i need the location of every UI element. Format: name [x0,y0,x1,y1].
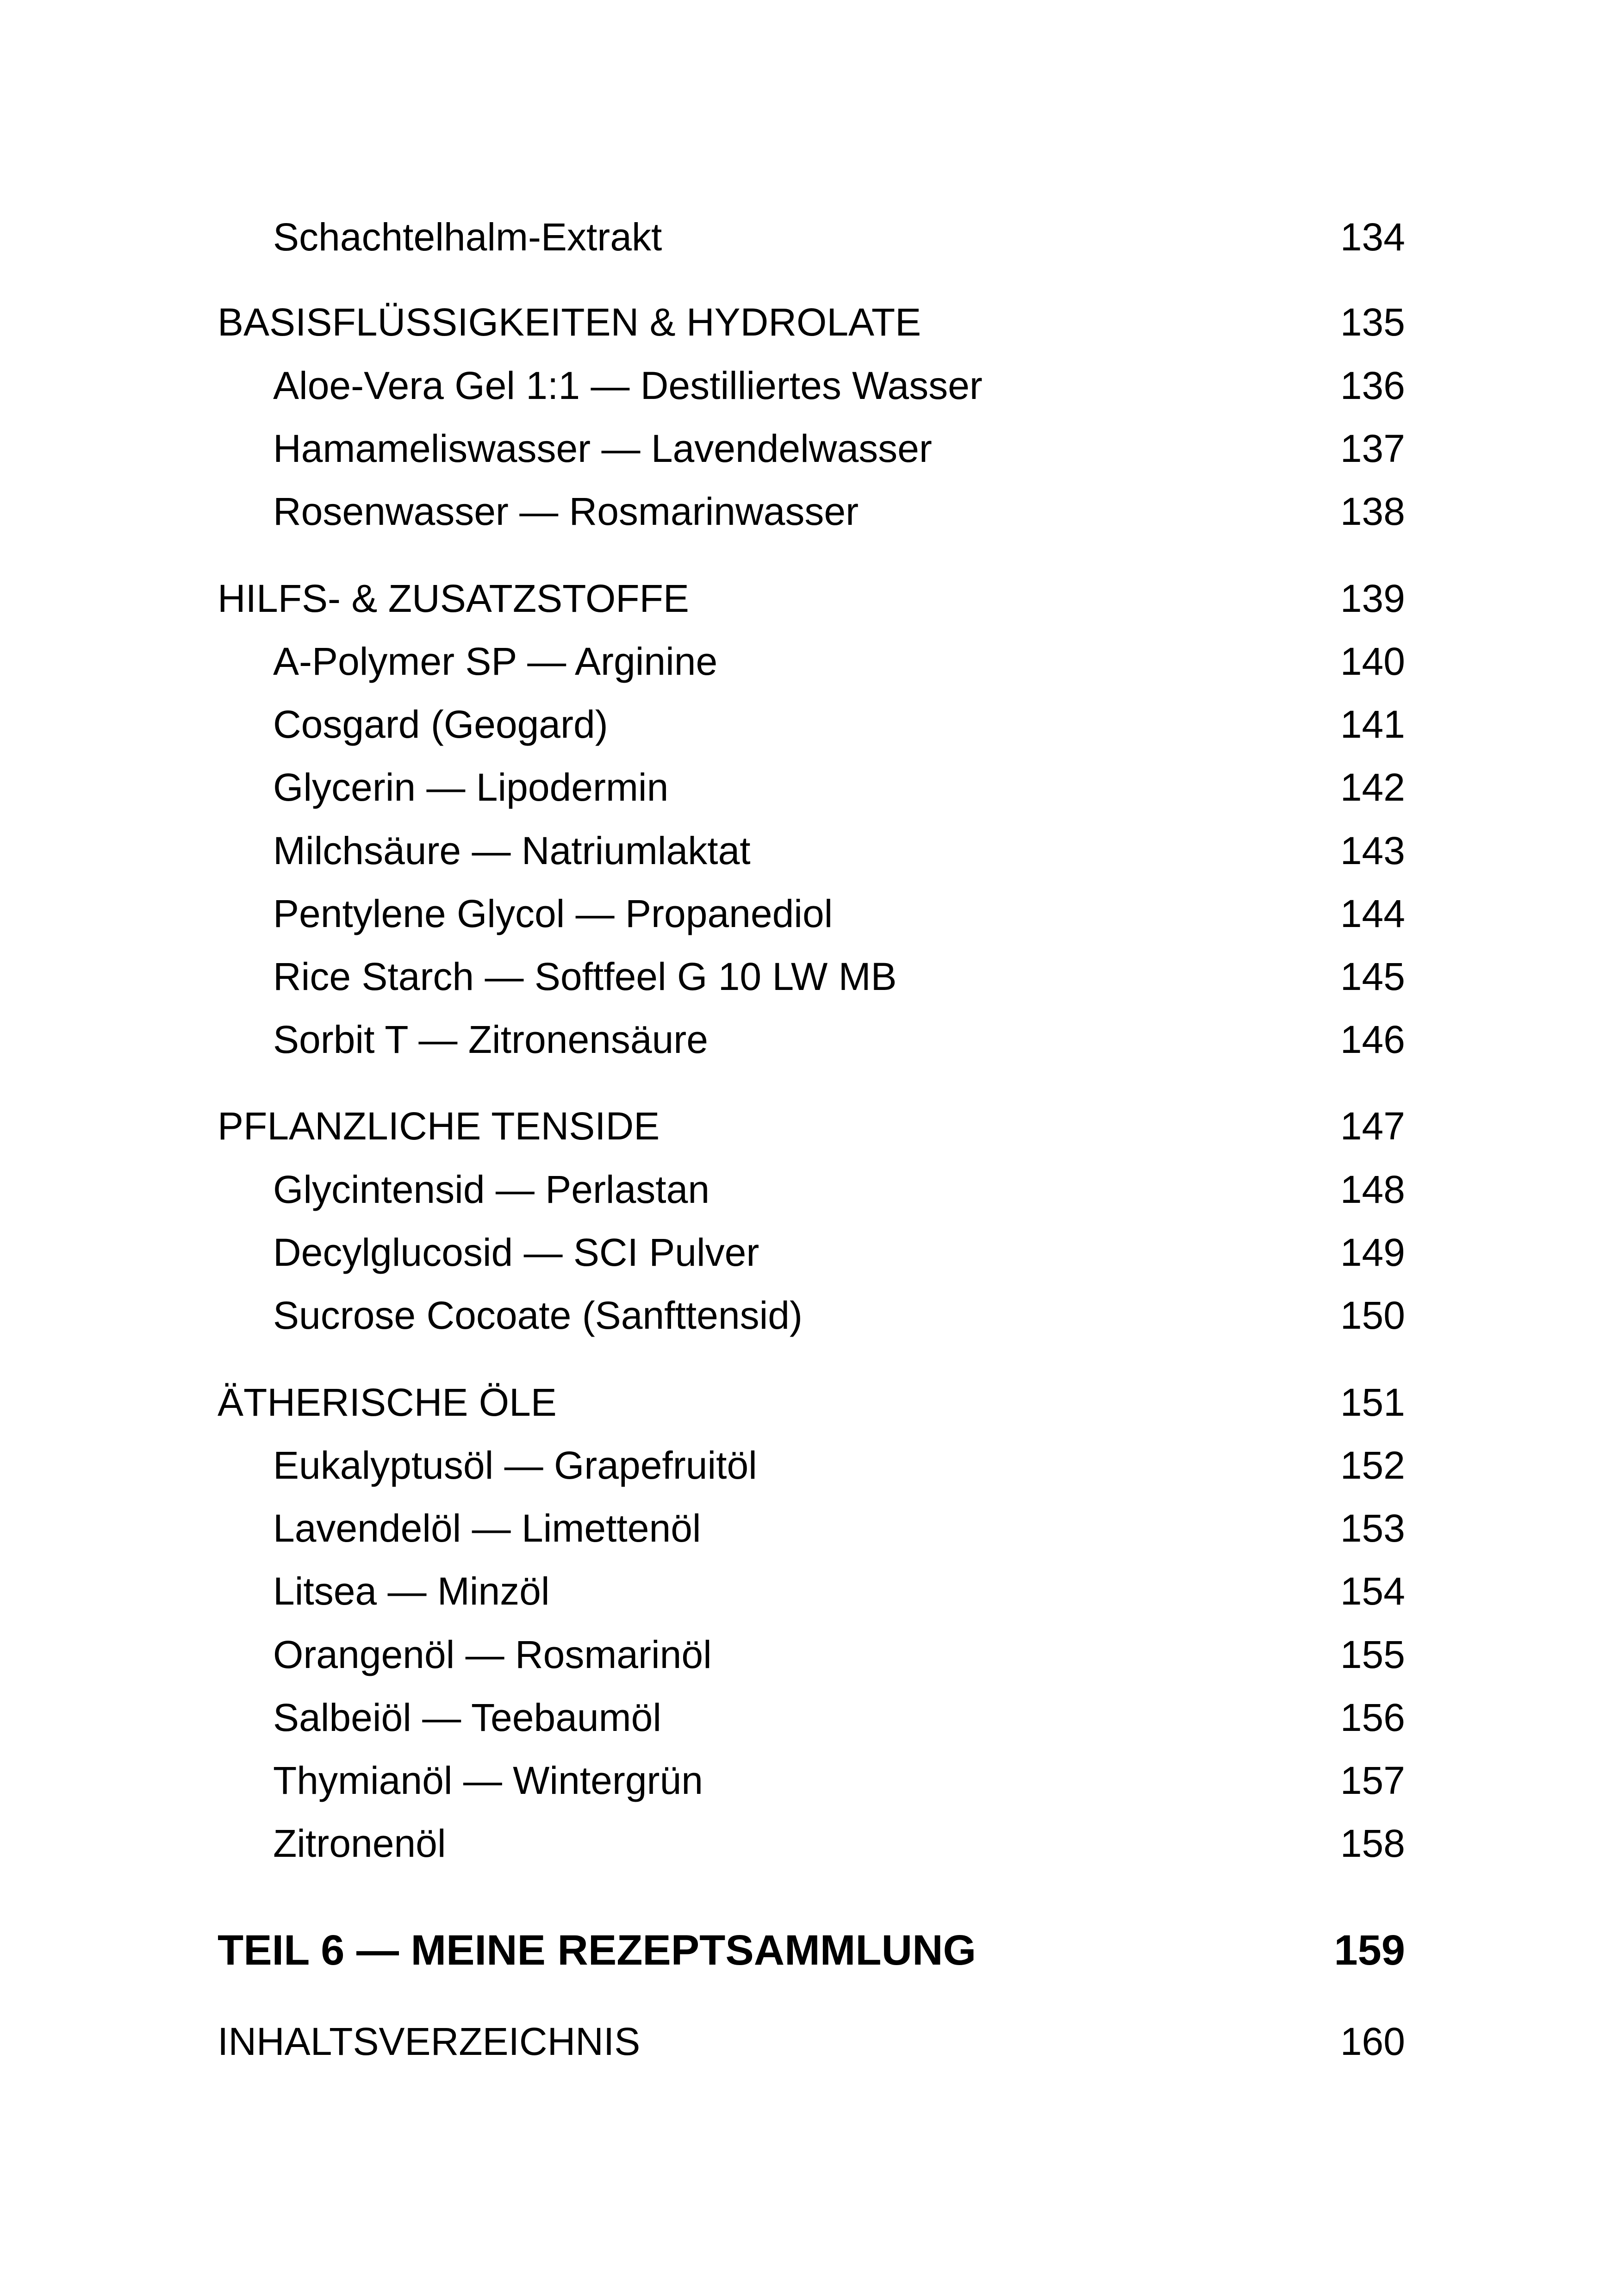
toc-entry-page: 155 [1340,1633,1405,1676]
toc-entry [218,1020,1405,1059]
toc-entry-page: 152 [1340,1444,1405,1487]
toc-section-title: ÄTHERISCHE ÖLE [218,1381,557,1424]
toc-entry-title: Aloe-Vera Gel 1:1 — Destilliertes Wasser [273,364,983,407]
toc-entry [218,1761,1405,1800]
toc-entry-title: Zitronenöl [273,1822,446,1865]
toc-entry-page: 148 [1340,1168,1405,1211]
toc-entry-page: 158 [1340,1822,1405,1865]
toc-entry-title: Decylglucosid — SCI Pulver [273,1231,759,1274]
toc-entry [218,642,1405,681]
toc-section [218,300,1405,344]
toc-entry-title: Sorbit T — Zitronensäure [273,1018,708,1061]
toc-entry [218,1296,1405,1335]
toc-entry-page: 137 [1340,427,1405,470]
toc-entry-page: 149 [1340,1231,1405,1274]
toc-entry-title: A-Polymer SP — Arginine [273,640,718,683]
toc-entry [218,1170,1405,1209]
toc-entry [218,1446,1405,1485]
toc-entry-page: 156 [1340,1696,1405,1739]
toc-entry-page: 141 [1340,703,1405,746]
toc-entry [218,1233,1405,1272]
toc-entry [218,1569,1405,1613]
toc-section-title: HILFS- & ZUSATZSTOFFE [218,577,689,620]
toc-section-page: 160 [1340,2020,1405,2063]
toc-entry [218,765,1405,809]
toc-entry-title: Cosgard (Geogard) [273,703,608,746]
toc-entry [218,894,1405,933]
toc-entry-page: 136 [1340,364,1405,407]
toc-entry-page: 157 [1340,1759,1405,1802]
toc-section-title: INHALTSVERZEICHNIS [218,2020,641,2063]
toc-entry-title: Lavendelöl — Limettenöl [273,1506,701,1550]
toc-part-page: 159 [1334,1927,1405,1974]
toc-section [218,2022,1405,2061]
toc-entry [218,366,1405,405]
toc-part-heading [218,1929,1405,1972]
toc-entry-title: Sucrose Cocoate (Sanfttensid) [273,1294,803,1337]
toc-entry-title: Schachtelhalm-Extrakt [273,215,662,259]
toc-entry-page: 145 [1340,955,1405,998]
toc-section-title: PFLANZLICHE TENSIDE [218,1104,660,1148]
toc-section [218,1383,1405,1422]
toc-entry [218,831,1405,870]
toc-entry-page: 142 [1340,765,1405,809]
toc-entry-title: Glycintensid — Perlastan [273,1168,710,1211]
toc-part-title: TEIL 6 — MEINE REZEPTSAMMLUNG [218,1927,977,1974]
toc-entry-title: Salbeiöl — Teebaumöl [273,1696,661,1739]
toc-entry-page: 153 [1340,1506,1405,1550]
toc-section-page: 147 [1340,1104,1405,1148]
toc-section-page: 139 [1340,577,1405,620]
toc-section [218,1104,1405,1148]
toc-entry-title: Rosenwasser — Rosmarinwasser [273,490,859,533]
toc-entry-title: Litsea — Minzöl [273,1569,550,1613]
toc-entry [218,492,1405,531]
toc-section-title: BASISFLÜSSIGKEITEN & HYDROLATE [218,300,921,344]
toc-entry-title: Milchsäure — Natriumlaktat [273,829,751,872]
toc-entry-page: 143 [1340,829,1405,872]
toc-entry [218,1824,1405,1863]
toc-entry [218,1698,1405,1737]
toc-entry-page: 146 [1340,1018,1405,1061]
toc-entry [218,429,1405,468]
toc-entry-title: Glycerin — Lipodermin [273,765,669,809]
toc-entry-page: 144 [1340,892,1405,935]
toc-entry [218,705,1405,744]
toc-entry [218,215,1405,259]
toc-entry-page: 154 [1340,1569,1405,1613]
toc-section-page: 151 [1340,1381,1405,1424]
toc-entry-page: 138 [1340,490,1405,533]
toc-entry-title: Pentylene Glycol — Propanediol [273,892,833,935]
toc-section [218,579,1405,618]
toc-entry-title: Orangenöl — Rosmarinöl [273,1633,712,1676]
toc-section-page: 135 [1340,300,1405,344]
toc-entry-title: Hamameliswasser — Lavendelwasser [273,427,932,470]
toc-entry-page: 134 [1340,215,1405,259]
toc-entry [218,957,1405,996]
toc-entry-title: Thymianöl — Wintergrün [273,1759,703,1802]
toc-entry-title: Rice Starch — Softfeel G 10 LW MB [273,955,897,998]
toc-entry-title: Eukalyptusöl — Grapefruitöl [273,1444,757,1487]
toc-entry [218,1506,1405,1550]
toc-entry-page: 140 [1340,640,1405,683]
toc-entry [218,1635,1405,1674]
toc-entry-page: 150 [1340,1294,1405,1337]
